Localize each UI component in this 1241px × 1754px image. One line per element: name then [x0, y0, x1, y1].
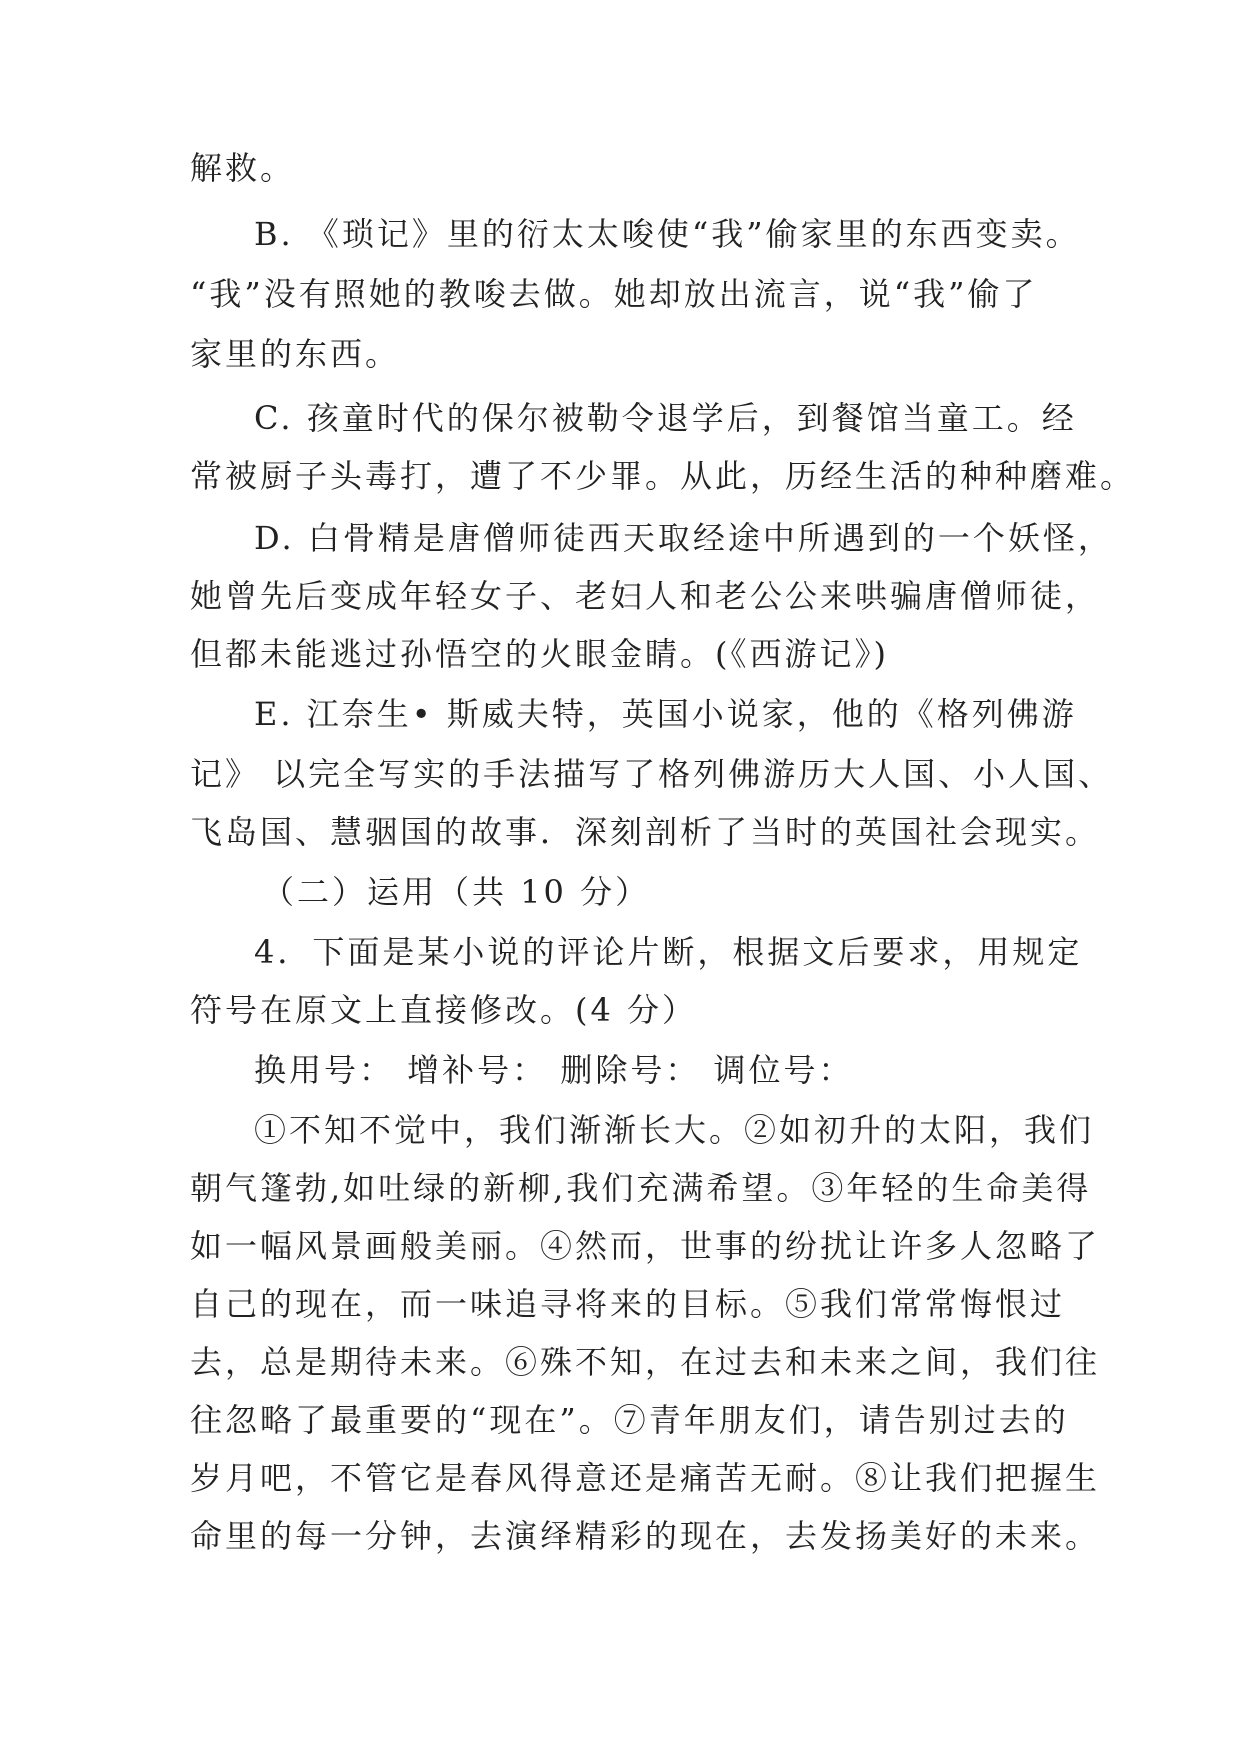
passage-line: 如一幅风景画般美丽。④然而，世事的纷扰让许多人忽略了 [190, 1227, 1101, 1265]
passage-line: 命里的每一分钟，去演绎精彩的现在，去发扬美好的未来。 [190, 1517, 1101, 1555]
text-line: E. 江奈生• 斯威夫特，英国小说家，他的《格列佛游 [254, 695, 1077, 733]
passage-line: 朝气篷勃,如吐绿的新柳,我们充满希望。③年轻的生命美得 [190, 1169, 1092, 1207]
text-line: 常被厨子头毒打，遭了不少罪。从此，历经生活的种种磨难。 [190, 457, 1136, 495]
text-line: 她曾先后变成年轻女子、老妇人和老公公来哄骗唐僧师徒， [190, 577, 1101, 615]
text-line: 飞岛国、慧骃国的故事．深刻剖析了当时的英国社会现实。 [190, 813, 1101, 851]
symbol-legend: 换用号： 增补号： 删除号： 调位号： [254, 1051, 854, 1089]
question-line: 4．下面是某小说的评论片断，根据文后要求，用规定 [254, 933, 1083, 971]
text-line: “我”没有照她的教唆去做。她却放出流言，说“我”偷了 [190, 275, 1038, 313]
passage-line: ①不知不觉中，我们渐渐长大。②如初升的太阳，我们 [254, 1111, 1095, 1149]
text-line: D. 白骨精是唐僧师徒西天取经途中所遇到的一个妖怪， [254, 519, 1113, 557]
question-line: 符号在原文上直接修改。(4 分） [190, 991, 698, 1029]
text-line: 记》 以完全写实的手法描写了格列佛游历大人国、小人国、 [190, 755, 1114, 793]
text-line: 解救。 [190, 149, 296, 187]
passage-line: 去，总是期待未来。⑥殊不知，在过去和未来之间，我们往 [190, 1343, 1101, 1381]
passage-line: 自己的现在，而一味追寻将来的目标。⑤我们常常悔恨过 [190, 1285, 1066, 1323]
passage-line: 往忽略了最重要的“现在”。⑦青年朋友们，请告别过去的 [190, 1401, 1069, 1439]
text-line: B. 《琐记》里的衍太太唆使“我”偷家里的东西变卖。 [254, 215, 1081, 253]
text-line: C. 孩童时代的保尔被勒令退学后，到餐馆当童工。经 [254, 399, 1077, 437]
text-line: 家里的东西。 [190, 335, 401, 373]
section-heading: （二）运用（共 10 分） [262, 873, 651, 911]
passage-line: 岁月吧，不管它是春风得意还是痛苦无耐。⑧让我们把握生 [190, 1459, 1101, 1497]
text-line: 但都未能逃过孙悟空的火眼金睛。(《西游记》) [190, 635, 889, 673]
